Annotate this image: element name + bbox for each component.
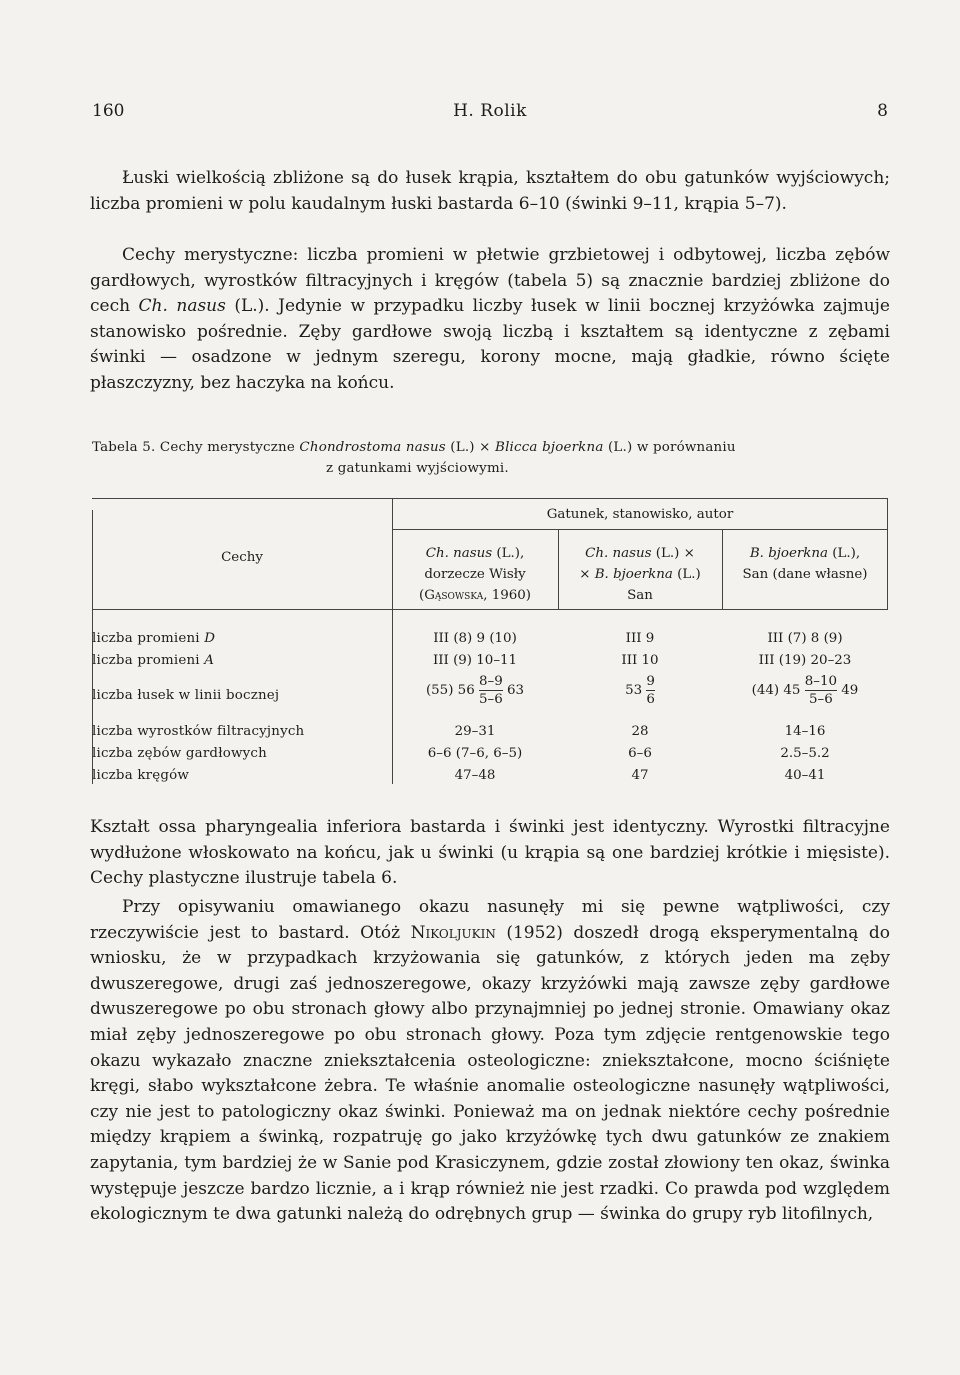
table-cell: 40–41 [784, 768, 826, 783]
table-top-rule [92, 498, 888, 499]
row-header: Cechy [221, 550, 263, 565]
table-cell: III (7) 8 (9) [767, 631, 843, 646]
table-cell: 2.5–5.2 [780, 746, 830, 761]
running-author: H. Rolik [453, 101, 527, 121]
paragraph-meristic: Cechy merystyczne: liczba promieni w płetwie grzbietowej i odbytowej, liczba zębów gardłowych, wyrostków filtracyjnych i kręgów (tabela 5) są znacznie bardziej zbliżone do cech Ch. nasus (L.). Jedynie w przypadku liczby łusek w linii bocznej krzyżówka zajmuje stanowisko pośrednie. Zęby gardłowe swoją liczbą i kształtem są identyczne z zębami świnki — osadzone w jednym szeregu, korony mocne, mają gładkie, równo ścięte płaszczyzny, bez haczyka na końcu. [90, 245, 890, 393]
table-cell: 28 [631, 724, 649, 739]
table-cell: III 9 [625, 631, 655, 646]
section-number: 8 [877, 101, 888, 121]
column-header-bjoerkna: B. bjoerkna (L.), San (dane własne) [742, 546, 868, 582]
table-row-label: liczba promieni D [92, 631, 216, 646]
table-row-label: liczba wyrostków filtracyjnych [92, 724, 305, 739]
header-bottom-rule [92, 609, 888, 610]
table-row-label: liczba kręgów [92, 768, 190, 783]
table-cell: 47–48 [454, 768, 496, 783]
page-number: 160 [92, 101, 125, 121]
table-row-label: liczba łusek w linii bocznej [92, 688, 280, 703]
table-cell-fraction: 53 $\frac{9}{6}$ [625, 674, 655, 707]
table-cell: III (8) 9 (10) [433, 631, 517, 646]
table-cell: III 10 [621, 653, 659, 668]
table-cell: III (9) 10–11 [432, 653, 518, 668]
table-cell-fraction: (44) 45 $\frac{8-10}{5-6}$ 49 [751, 674, 859, 707]
table-caption: Tabela 5. Cechy merystyczne Chondrostoma nasus (L.) × Blicca bjoerkna (L.) w porównaniu z gatunkami wyjściowymi. [92, 440, 736, 476]
table-cell: 47 [631, 768, 649, 783]
paragraph-pharyngeal: Kształt ossa pharyngealia inferiora bastarda i świnki jest identyczny. Wyrostki filtracyjne wydłużone włoskowato na końcu, jak u świnki (u krąpia są one bardziej krótkie i mięsiste). Cechy plastyczne ilustruje tabela 6. [90, 817, 890, 889]
column-header-hybrid: Ch. nasus (L.) × × B. bjoerkna (L.) San [579, 546, 701, 603]
table-cell: 29–31 [454, 724, 496, 739]
table-cell: 6–6 (7–6, 6–5) [427, 746, 523, 761]
table-cell: III (19) 20–23 [758, 653, 852, 668]
table-row-label: liczba promieni A [92, 653, 215, 668]
table-row-label: liczba zębów gardłowych [92, 746, 267, 761]
table-cell: 6–6 [628, 746, 652, 761]
paragraph-doubts: Przy opisywaniu omawianego okazu nasunęły mi się pewne wątpliwości, czy rzeczywiście jest to bastard. Otóż Nikoljukin (1952) doszedł drogą eksperymentalną do wniosku, że w przypadkach krzyżowania się gatunków, z których jeden ma zęby dwuszeregowe, drugi zaś jednoszeregowe, okazy krzyżówki mają zawsze zęby gardłowe dwuszeregowe po obu stronach głowy albo przynajmniej po jednej stronie. Omawiany okaz miał zęby jednoszeregowe po obu stronach głowy. Poza tym zdjęcie rentgenowskie tego okazu wykazało znaczne zniekształcenia osteologiczne: zniekształcone, mocno ściśnięte kręgi, słabo wykształcone żebra. Te właśnie anomalie osteologiczne nasunęły wątpliwości, czy nie jest to patologiczny okaz świnki. Ponieważ ma on jednak niektóre cechy pośrednie między krąpiem a świnką, rozpatruję go jako krzyżówkę tych dwu gatunków ze znakiem zapytania, tym bardziej że w Sanie pod Krasiczynem, gdzie został złowiony ten okaz, świnka występuje jeszcze bardzo licznie, a i krąp również nie jest rzadki. Co prawda pod względem ekologicznym te dwa gatunki należą do odrębnych grup — świnka do grupy ryb litofilnych, [90, 897, 890, 1225]
group-header: Gatunek, stanowisko, autor [546, 507, 734, 522]
running-header [92, 101, 888, 121]
column-header-nasus: Ch. nasus (L.), dorzecze Wisły (Gąsowska, 1960) [418, 546, 532, 603]
group-header-rule [392, 529, 888, 530]
table-cell-fraction: (55) 56 $\frac{8-9}{5-6}$ 63 [425, 674, 525, 707]
table-cell: 14–16 [784, 724, 826, 739]
paragraph-scales: Łuski wielkością zbliżone są do łusek krąpia, kształtem do obu gatunków wyjściowych; liczba promieni w polu kaudalnym łuski bastarda 6–10 (świnki 9–11, krąpia 5–7). [90, 168, 890, 214]
